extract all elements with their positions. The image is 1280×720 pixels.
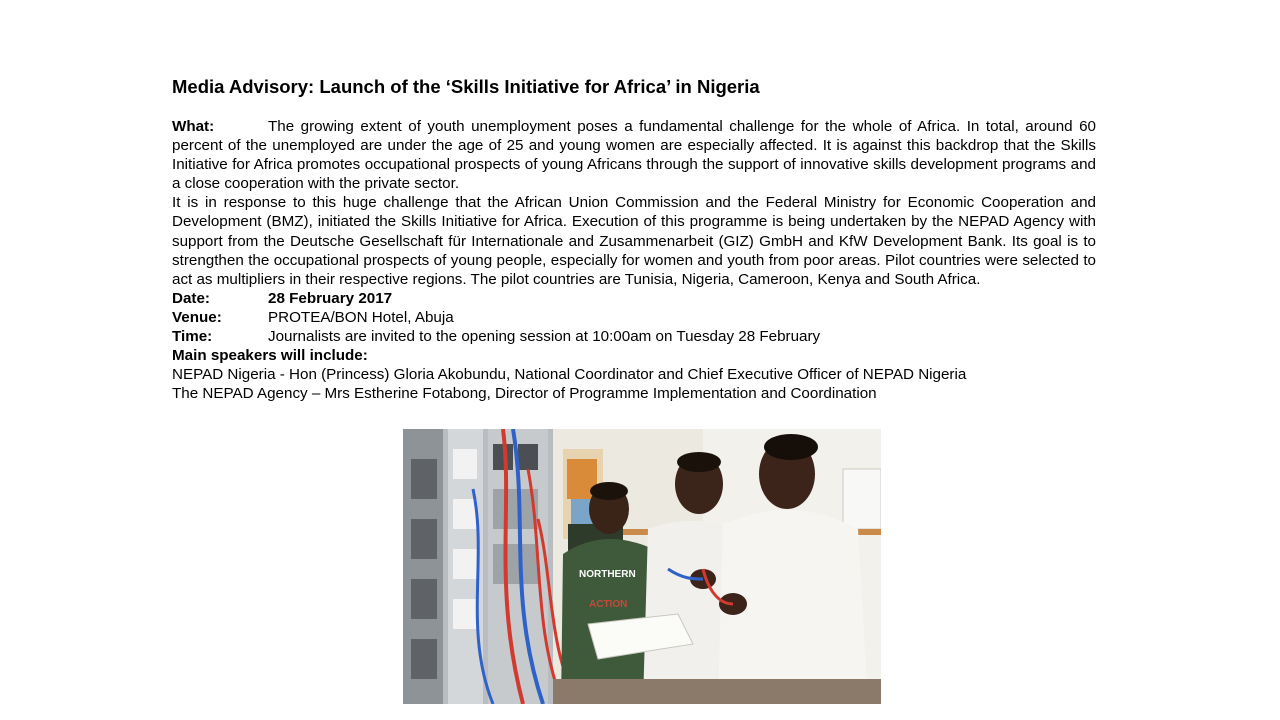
time-row [172, 327, 1096, 346]
what-paragraph [172, 117, 1096, 193]
date-row [172, 289, 1096, 308]
venue-value: PROTEA/BON Hotel, Abuja [268, 308, 454, 326]
speaker-item: The NEPAD Agency – Mrs Estherine Fotabong, Director of Programme Implementation and Coordination [172, 385, 877, 403]
speaker-item: NEPAD Nigeria - Hon (Princess) Gloria Akobundu, National Coordinator and Chief Executive Officer of NEPAD Nigeria [172, 366, 967, 384]
time-value: Journalists are invited to the opening session at 10:00am on Tuesday 28 February [268, 328, 821, 346]
venue-row [172, 308, 1096, 327]
media-advisory [172, 76, 1096, 403]
date-value: 28 February 2017 [268, 289, 393, 307]
venue-label: Venue: [172, 308, 222, 326]
time-label: Time: [172, 328, 213, 346]
page-title: Media Advisory: Launch of the ‘Skills Initiative for Africa’ in Nigeria [172, 76, 760, 97]
date-label: Date: [172, 289, 210, 307]
speakers-heading: Main speakers will include: [172, 347, 368, 365]
sweatshirt-text-secondary: ACTION [589, 599, 628, 610]
sweatshirt-text: NORTHERN [579, 569, 636, 580]
what-label: What: [172, 118, 215, 135]
photo-illustration [403, 429, 881, 704]
students-lab-photo [403, 429, 881, 704]
background-paragraph: It is in response to this huge challenge that the African Union Commission and the Federal Ministry for Economic Cooperation and Development (BMZ), initiated the Skills Initiative for Africa. Execution of this programme is being undertaken by the NEPAD Agency with support from the Deutsche Gesellschaft für Internationale and Zusammenarbeit (GIZ) GmbH and KfW Development Bank. Its goal is to strengthen the occupational prospects of young people, especially for women and youth from poor areas. Pilot countries were selected to act as multipliers in their respective regions. The pilot countries are Tunisia, Nigeria, Cameroon, Kenya and South Africa. [172, 194, 1096, 288]
what-text: The growing extent of youth unemployment poses a fundamental challenge for the whole of Africa. In total, around 60 percent of the unemployed are under the age of 25 and young women are especially affected. It is against this backdrop that the Skills Initiative for Africa promotes occupational prospects of young Africans through the support of innovative skills development programs and a close cooperation with the private sector. [172, 118, 1096, 193]
